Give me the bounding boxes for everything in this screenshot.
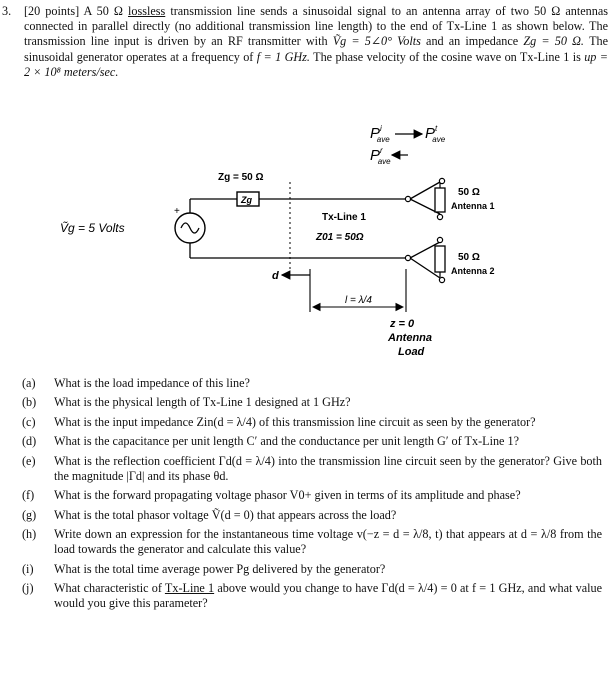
question-g: (g) What is the total phasor voltage Ṽ(d = 0) that appears across the load?	[22, 507, 397, 522]
antenna-1-resistance: 50 Ω	[458, 187, 480, 198]
lossless-underlined: lossless	[128, 4, 166, 18]
d-label: d	[272, 270, 279, 282]
antenna-2-resistor	[435, 246, 445, 272]
antenna-2-resistance: 50 Ω	[458, 252, 480, 263]
vg-label: Ṽg = 5 Volts	[60, 221, 125, 235]
question-e: (e) What is the reflection coefficient Γd(d = λ/4) into the transmission line circuit seen by the generator? Give both the magnitude |Γd| and its phase θd.	[22, 453, 602, 483]
question-b: (b) What is the physical length of Tx-Line 1 designed at 1 GHz?	[22, 395, 351, 410]
load-label: Load	[398, 346, 425, 358]
plus-sign: +	[174, 206, 180, 217]
length-label: l = λ/4	[345, 295, 372, 306]
antenna-1-label: Antenna 1	[451, 201, 495, 211]
antenna-label: Antenna	[388, 332, 432, 344]
svg-text:Ptave: $P^t$ ave	[425, 124, 446, 144]
antenna-2-label: Antenna 2	[451, 266, 495, 276]
question-h: (h) Write down an expression for the instantaneous time voltage v(−z = d = λ/8, t) that appears at d = λ/8 from the load towards the generator and calculate this value?	[22, 526, 602, 557]
problem-statement	[2, 4, 608, 80]
line-name: Tx-Line 1	[322, 212, 366, 223]
question-c: (c) What is the input impedance Zin(d = λ/4) of this transmission line circuit as seen by the generator?	[22, 414, 536, 429]
zg-box-label: Zg	[241, 195, 252, 205]
problem-number: 3.	[2, 4, 12, 18]
question-d: (d) What is the capacitance per unit length C′ and the conductance per unit length G′ of Tx-Line 1?	[22, 434, 520, 449]
circuit-diagram	[30, 122, 590, 372]
svg-text:Prave: $P^r$ ave	[370, 146, 391, 166]
question-a: (a) What is the load impedance of this line?	[22, 376, 250, 390]
antenna-1-resistor	[435, 188, 445, 212]
power-labels	[370, 124, 446, 166]
z0-label: z = 0	[390, 318, 415, 330]
question-i: (i) What is the total time average power Pg delivered by the generator?	[22, 561, 386, 576]
question-list	[22, 376, 602, 616]
svg-text:Piave: $P^i$ ave	[370, 124, 390, 144]
zg-label: Zg = 50 Ω	[218, 172, 264, 183]
problem-text: [20 points] A 50 Ω lossless transmission line sends a sinusoidal signal to an antenna array of two 50 Ω antennas connected in parallel directly (no additional transmission line length) to the end of Tx-Line 1 as shown below. The transmission line input is driven by an RF transmitter with Ṽg = 5∠0° Volts and an impedance Zg = 50 Ω. The sinusoidal generator operates at a frequency of f = 1 GHz. The phase velocity of the cosine wave on Tx-Line 1 is up = 2 × 10⁸ meters/sec.	[24, 4, 609, 79]
question-j: (j) What characteristic of Tx-Line 1 above would you change to have Γd(d = λ/4) = 0 at f = 1 GHz, and what value would you give this parameter?	[22, 580, 603, 611]
question-f: (f) What is the forward propagating voltage phasor V0+ given in terms of its amplitude and phase?	[22, 488, 521, 503]
z01-label: Z01 = 50Ω	[316, 232, 364, 243]
